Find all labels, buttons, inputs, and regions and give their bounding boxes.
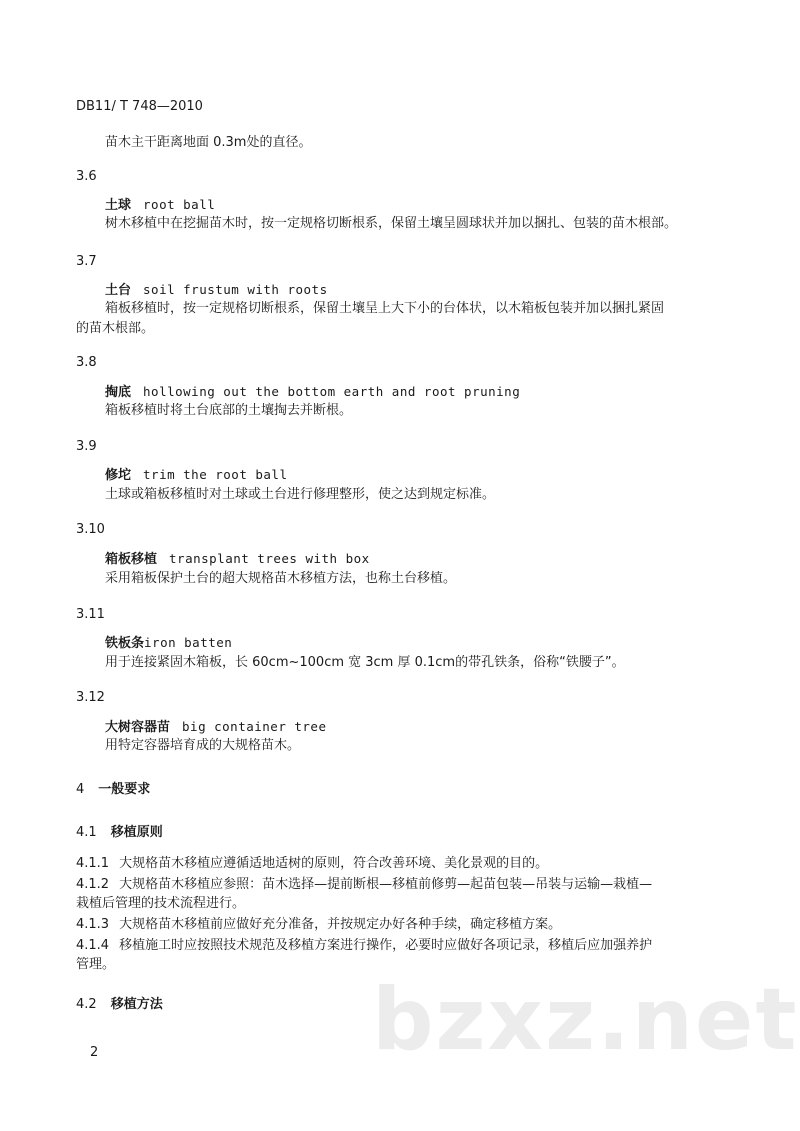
term-zh: 铁板条 — [105, 636, 145, 651]
term-en: root ball — [143, 197, 216, 212]
term-title — [105, 197, 215, 214]
subsection-title: 移植方法 — [110, 997, 163, 1012]
term-zh: 掏底 — [105, 385, 132, 400]
term-title — [105, 551, 370, 568]
term-definition: 采用箱板保护土台的超大规格苗木移植方法，也称土台移植。 — [105, 571, 457, 586]
term-zh: 箱板移植 — [105, 552, 158, 567]
clause-text: 大规格苗木移植应遵循适地适树的原则，符合改善环境、美化景观的目的。 — [119, 856, 549, 871]
clause-number: 4.1.4 — [76, 938, 110, 953]
term-en: hollowing out the bottom earth and root pruning — [143, 384, 521, 399]
term-number: 3.7 — [76, 254, 97, 269]
term-title — [105, 635, 232, 652]
term-title — [105, 719, 326, 736]
intro-line: 苗木主干距离地面 0.3m处的直径。 — [105, 135, 312, 150]
clause-4-1-4 — [76, 938, 652, 954]
subsection-number: 4.2 — [76, 997, 97, 1012]
term-definition: 用于连接紧固木箱板，长 60cm~100cm 宽 3cm 厚 0.1cm的带孔铁条，俗称“铁腰子”。 — [105, 655, 625, 670]
clause-text: 大规格苗木移植前应做好充分准备，并按规定办好各种手续，确定移植方案。 — [119, 917, 562, 932]
clause-number: 4.1.1 — [76, 856, 110, 871]
clause-number: 4.1.3 — [76, 917, 110, 932]
section-heading — [76, 782, 150, 798]
term-number: 3.9 — [76, 439, 97, 454]
subsection-heading — [76, 997, 163, 1013]
term-number: 3.10 — [76, 522, 105, 537]
term-number: 3.6 — [76, 169, 97, 184]
clause-4-1-2 — [76, 877, 652, 893]
term-definition: 树木移植中在挖掘苗木时，按一定规格切断根系，保留土壤呈圆球状并加以捆扎、包装的苗木根部。 — [105, 216, 678, 231]
term-en: big container tree — [182, 719, 327, 734]
term-zh: 大树容器苗 — [105, 720, 171, 735]
term-number: 3.8 — [76, 355, 97, 370]
term-en: transplant trees with box — [169, 551, 370, 566]
term-zh: 土球 — [105, 198, 132, 213]
clause-number: 4.1.2 — [76, 877, 110, 892]
subsection-title: 移植原则 — [110, 825, 163, 840]
term-number: 3.11 — [76, 607, 105, 622]
section-number: 4 — [76, 782, 85, 797]
term-definition: 箱板移植时将土台底部的土壤掏去并断根。 — [105, 403, 353, 418]
clause-4-1-1 — [76, 856, 548, 872]
watermark-text: bzxz.net — [372, 970, 799, 1070]
term-en: iron batten — [144, 635, 233, 650]
term-definition: 用特定容器培育成的大规格苗木。 — [105, 738, 301, 753]
term-zh: 土台 — [105, 283, 132, 298]
subsection-number: 4.1 — [76, 825, 97, 840]
clause-4-1-3 — [76, 917, 561, 933]
section-title: 一般要求 — [98, 782, 151, 797]
clause-text-cont: 管理。 — [76, 957, 116, 972]
standard-id-header: DB11/ T 748—2010 — [76, 99, 203, 114]
term-title — [105, 384, 520, 401]
term-number: 3.12 — [76, 690, 105, 705]
clause-text: 大规格苗木移植应参照：苗木选择—提前断根—移植前修剪—起苗包装—吊装与运输—栽植— — [119, 877, 653, 892]
page-number: 2 — [90, 1045, 99, 1060]
term-title — [105, 282, 328, 299]
term-zh: 修坨 — [105, 468, 132, 483]
term-definition-cont: 的苗木根部。 — [76, 321, 155, 336]
term-definition: 箱板移植时，按一定规格切断根系，保留土壤呈上大下小的台体状，以木箱板包装并加以捆扎紧固 — [105, 301, 665, 316]
term-en: soil frustum with roots — [143, 282, 328, 297]
term-title — [105, 467, 287, 484]
subsection-heading — [76, 825, 163, 841]
clause-text-cont: 栽植后管理的技术流程进行。 — [76, 896, 246, 911]
term-en: trim the root ball — [143, 467, 288, 482]
term-definition: 土球或箱板移植时对土球或土台进行修理整形，使之达到规定标准。 — [105, 487, 496, 502]
clause-text: 移植施工时应按照技术规范及移植方案进行操作，必要时应做好各项记录，移植后应加强养护 — [119, 938, 653, 953]
